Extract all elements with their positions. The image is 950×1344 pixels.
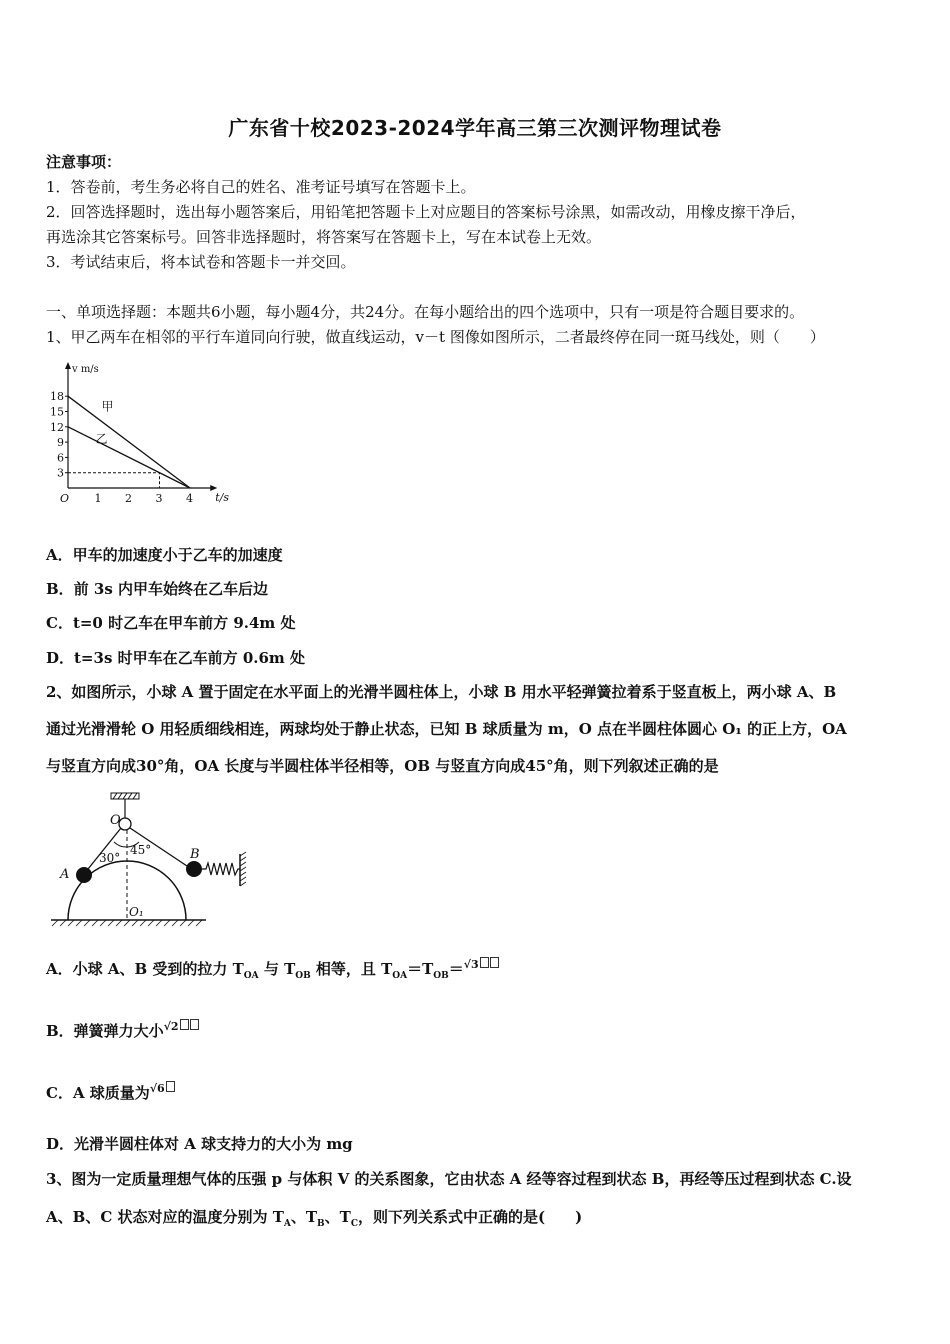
- question-1-option-b: B．前 3s 内甲车始终在乙车后边: [46, 580, 269, 598]
- y-tick-label: 18: [50, 390, 64, 404]
- ball-b: [186, 861, 202, 877]
- page-title: 广东省十校2023-2024学年高三第三次测评物理试卷: [228, 116, 722, 140]
- ball-a: [76, 867, 92, 883]
- label-b: B: [190, 847, 200, 862]
- question-3-stem-line: A、B、C 状态对应的温度分别为 $T_A$、$T_B$、$T_C$，则下列关系式中正确的是( ): [46, 1208, 583, 1229]
- y-axis-arrow: [65, 362, 71, 369]
- label-45deg: 45°: [130, 843, 152, 857]
- y-tick-label: 9: [57, 436, 64, 450]
- notice-item: 2．回答选择题时，选出每小题答案后，用铅笔把答题卡上对应题目的答案标号涂黑，如需改动，用橡皮擦干净后，: [46, 203, 806, 221]
- series-line-jia: [68, 396, 190, 488]
- notice-heading: 注意事项：: [46, 153, 122, 171]
- question-1-stem: 1、甲乙两车在相邻的平行车道同向行驶，做直线运动，v－t 图像如图所示，二者最终停在同一斑马线处，则（ ）: [46, 328, 825, 346]
- notice-item: 再选涂其它答案标号。回答非选择题时，将答案写在答题卡上，写在本试卷上无效。: [46, 228, 602, 246]
- question-2-option-a: A．小球 A、B 受到的拉力 $T_{OA}$ 与 $T_{OB}$ 相等，且 $T_{OA}=T_{OB}=^{√3}$: [46, 955, 499, 986]
- x-axis-label: t/s: [215, 491, 230, 504]
- dashed-guide: [68, 473, 160, 488]
- question-2-stem-line: 2、如图所示，小球 A 置于固定在水平面上的光滑半圆柱体上，小球 B 用水平轻弹簧拉着系于竖直板上，两小球 A、B: [46, 683, 837, 701]
- y-tick-label: 15: [50, 405, 64, 419]
- ceiling-mount: [111, 793, 139, 799]
- label-o: O: [110, 813, 121, 828]
- series-label-jia: 甲: [101, 399, 114, 414]
- question-2-stem-line: 通过光滑滑轮 O 用轻质细线相连，两球均处于静止状态，已知 B 球质量为 m，O 点在半圆柱体圆心 O₁ 的正上方，OA: [46, 720, 847, 738]
- sqrt-symbol: √3: [463, 958, 479, 971]
- y-tick-label: 6: [57, 451, 64, 465]
- question-1-option-c: C．t=0 时乙车在甲车前方 9.4m 处: [46, 614, 296, 632]
- question-1-option-d: D．t=3s 时甲车在乙车前方 0.6m 处: [46, 649, 306, 667]
- x-tick-label: O: [60, 492, 70, 505]
- x-tick-label: 4: [186, 492, 193, 505]
- x-tick-label: 3: [155, 492, 163, 505]
- label-o1: O₁: [129, 905, 144, 919]
- label-a: A: [60, 867, 70, 882]
- series-label-yi: 乙: [95, 432, 108, 447]
- question-3-stem-line: 3、图为一定质量理想气体的压强 p 与体积 V 的关系图象，它由状态 A 经等容过程到状态 B，再经等压过程到状态 C.设: [46, 1170, 852, 1188]
- label-30deg: 30°: [99, 851, 121, 865]
- sqrt-symbol: √6: [149, 1082, 165, 1095]
- question-2-option-d: D．光滑半圆柱体对 A 球支持力的大小为 mg: [46, 1135, 353, 1153]
- notice-item: 3．考试结束后，将本试卷和答题卡一并交回。: [46, 253, 356, 271]
- notice-item: 1．答卷前，考生务必将自己的姓名、准考证号填写在答题卡上。: [46, 178, 476, 196]
- x-tick-label: 2: [125, 492, 132, 505]
- spring: [202, 863, 240, 875]
- pulley-figure: [46, 790, 261, 935]
- y-tick-label: 12: [50, 420, 64, 434]
- y-tick-label: 3: [57, 466, 64, 480]
- x-tick-label: 1: [94, 492, 102, 505]
- section-heading: 一、单项选择题：本题共6小题，每小题4分，共24分。在每小题给出的四个选项中，只有一项是符合题目要求的。: [46, 303, 805, 321]
- series-line-yi: [68, 427, 190, 488]
- sqrt-symbol: √2: [163, 1020, 179, 1033]
- vt-chart: [46, 360, 231, 510]
- question-2-stem-line: 与竖直方向成30°角，OA 长度与半圆柱体半径相等，OB 与竖直方向成45°角，则下列叙述正确的是: [46, 757, 719, 775]
- question-1-option-a: A．甲车的加速度小于乙车的加速度: [46, 546, 283, 564]
- question-2-option-b: B．弹簧弹力大小$^{√2}$: [46, 1017, 199, 1041]
- question-2-option-c: C．A 球质量为$^{√6}$: [46, 1079, 175, 1103]
- y-axis-label: v m/s: [72, 364, 99, 375]
